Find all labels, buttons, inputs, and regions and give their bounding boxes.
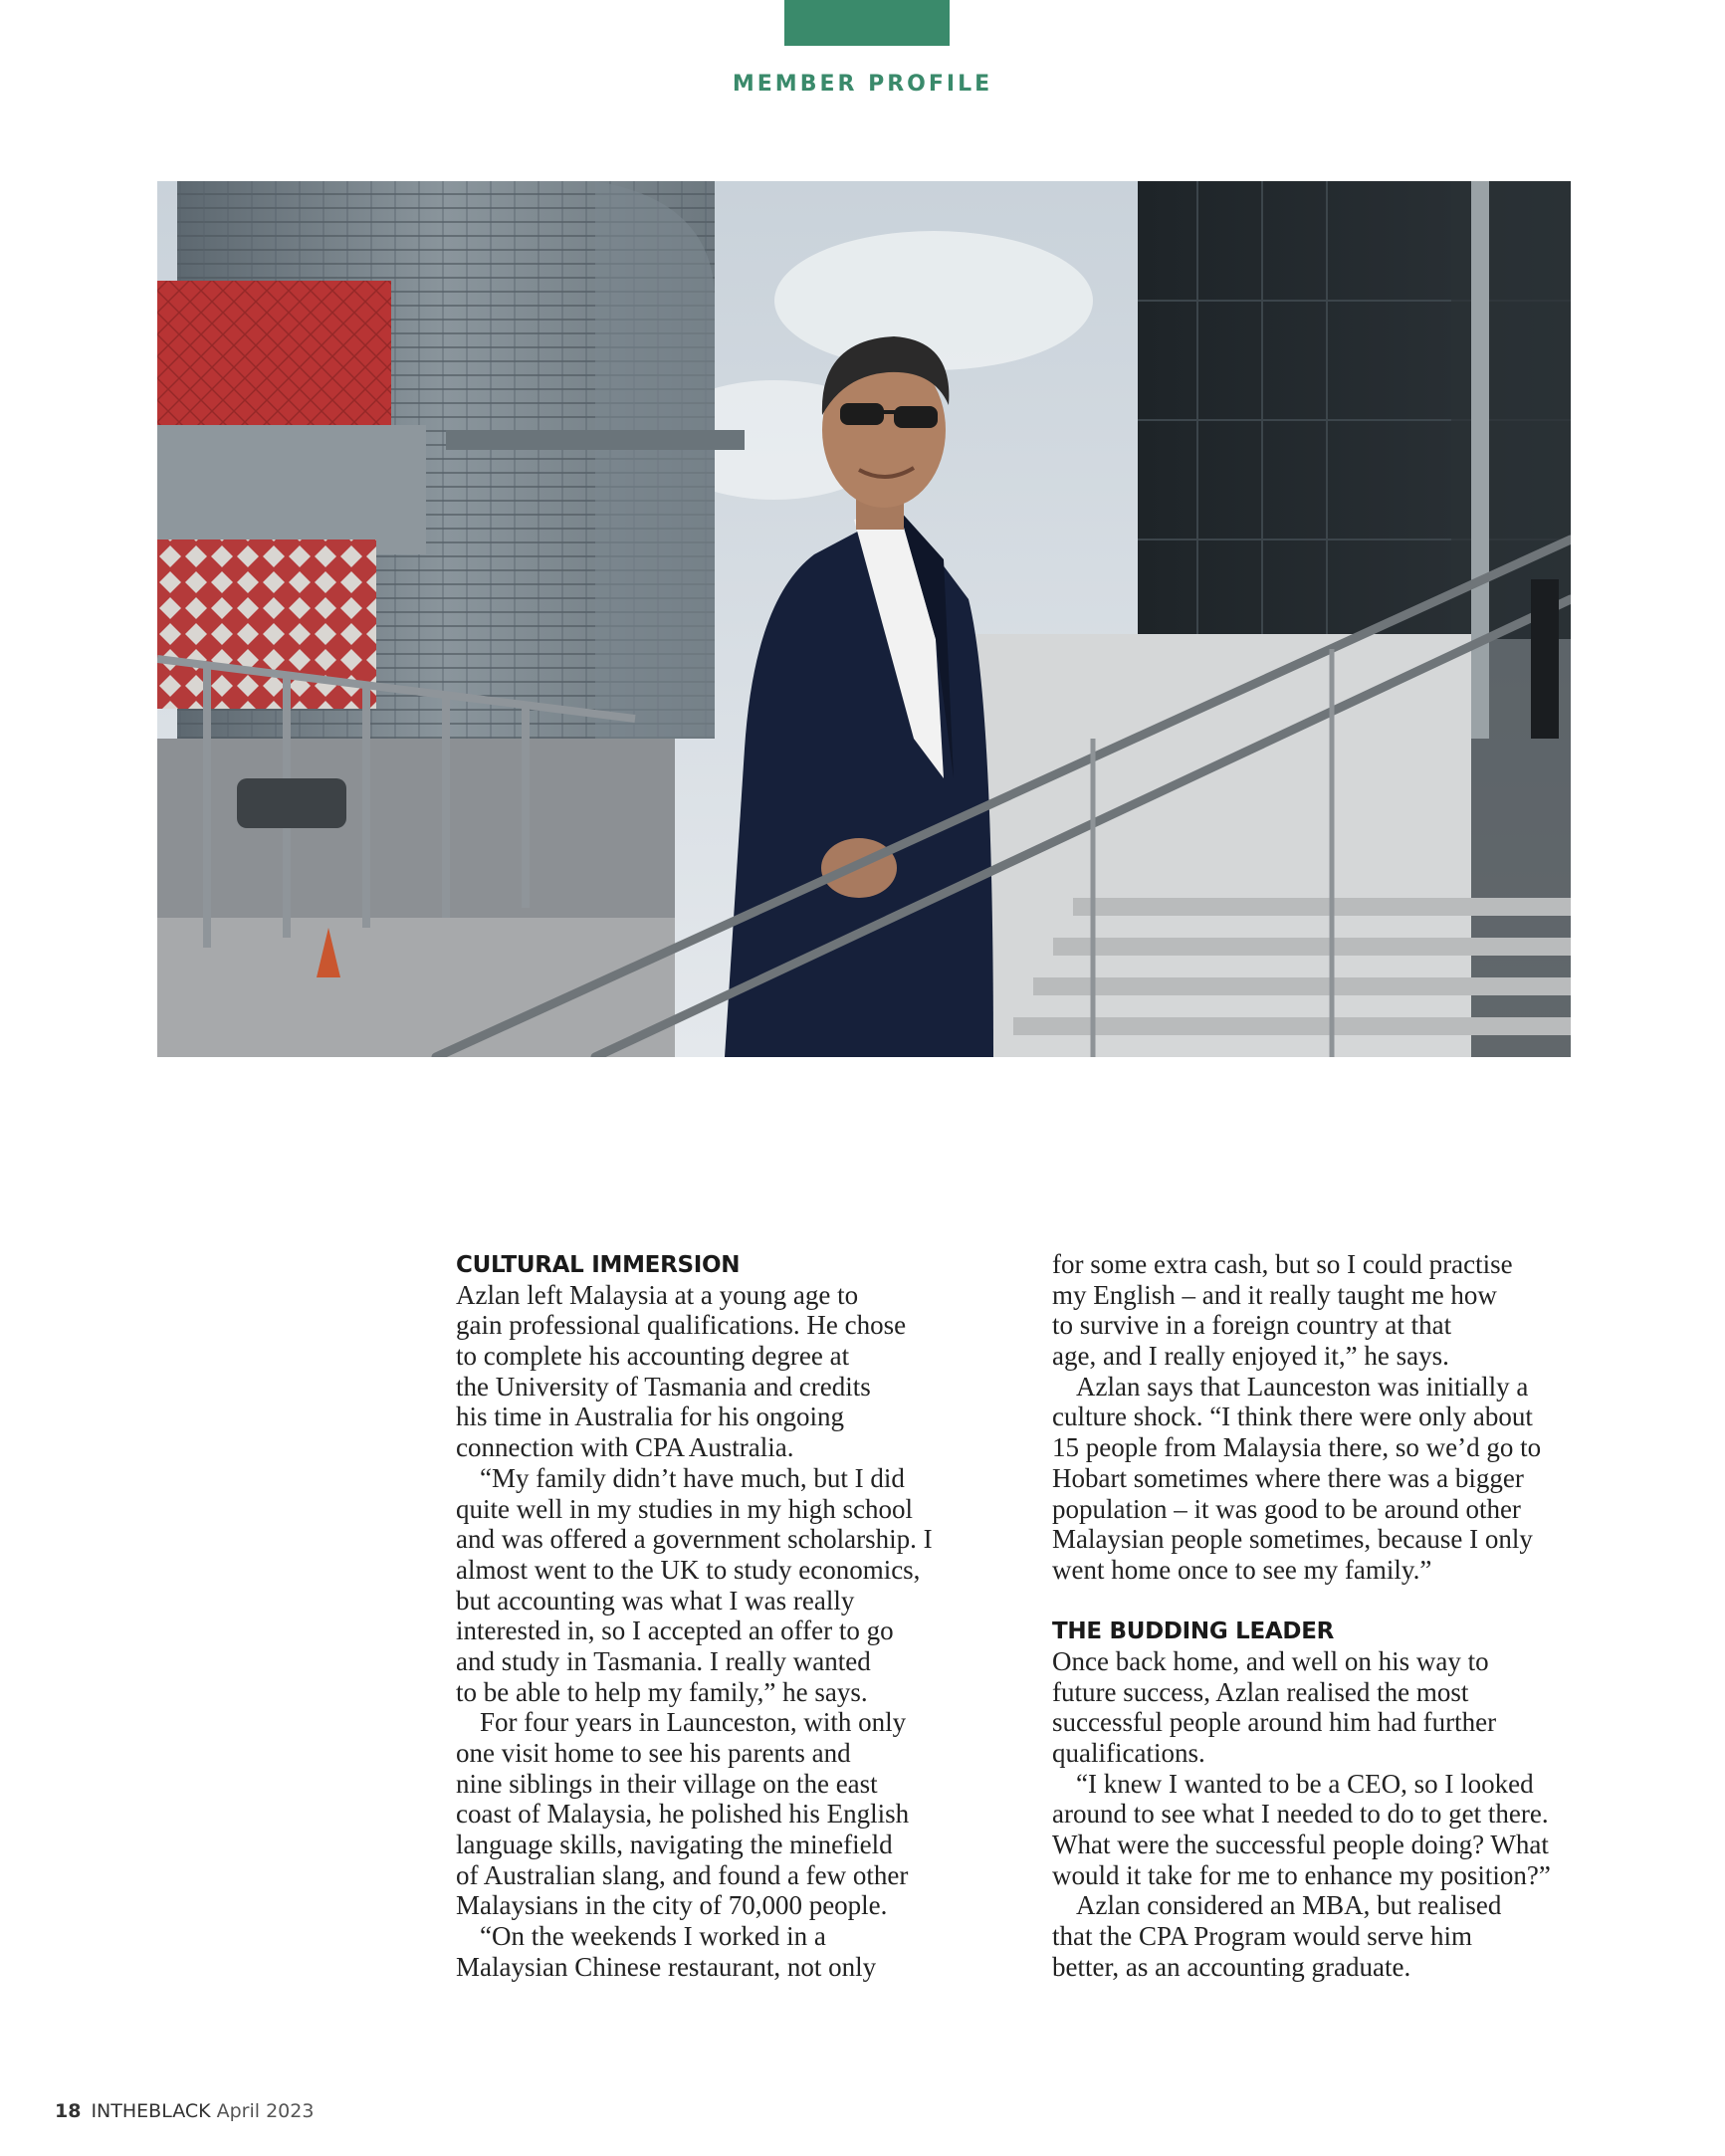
paragraph-start-line: Azlan says that Launceston was initially a <box>1076 1371 1529 1401</box>
body-text-line: would it take for me to enhance my position?” <box>1052 1859 1551 1890</box>
body-text-line: 15 people from Malaysia there, so we’d go to <box>1052 1432 1542 1463</box>
body-text-line: Once back home, and well on his way to <box>1052 1645 1489 1676</box>
body-text-line: population – it was good to be around other <box>1052 1493 1521 1524</box>
paragraph-start-line: “I knew I wanted to be a CEO, so I looked <box>1076 1768 1534 1799</box>
section-heading: THE BUDDING LEADER <box>1052 1618 1335 1645</box>
body-text-line: to survive in a foreign country at that <box>1052 1310 1452 1341</box>
article-column-right <box>1052 1249 1551 1983</box>
paragraph-start-line: Azlan considered an MBA, but realised <box>1076 1890 1502 1921</box>
body-text-line: almost went to the UK to study economics, <box>456 1554 921 1585</box>
body-text-line: one visit home to see his parents and <box>456 1738 851 1768</box>
body-text-line: went home once to see my family.” <box>1052 1554 1432 1585</box>
paragraph-start-line: “On the weekends I worked in a <box>480 1921 826 1952</box>
body-text-line: language skills, navigating the minefield <box>456 1830 893 1860</box>
body-text-line: Malaysian Chinese restaurant, not only <box>456 1951 877 1982</box>
issue-date: April 2023 <box>216 2100 315 2122</box>
section-label: MEMBER PROFILE <box>732 72 993 97</box>
body-text-line: connection with CPA Australia. <box>456 1432 794 1463</box>
body-text-line: the University of Tasmania and credits <box>456 1371 871 1401</box>
paragraph-start-line: “My family didn’t have much, but I did <box>480 1462 905 1493</box>
body-text-line: and was offered a government scholarship. I <box>456 1524 933 1555</box>
body-text-line: qualifications. <box>1052 1738 1205 1768</box>
body-text-line: my English – and it really taught me how <box>1052 1279 1497 1310</box>
body-text-line: Azlan left Malaysia at a young age to <box>456 1279 859 1310</box>
body-text-line: What were the successful people doing? What <box>1052 1830 1549 1860</box>
body-text-line: gain professional qualifications. He chose <box>456 1310 907 1341</box>
section-tab-bar <box>784 0 950 46</box>
profile-photo <box>157 181 1571 1057</box>
body-text-line: Malaysians in the city of 70,000 people. <box>456 1890 888 1921</box>
paragraph-start-line: For four years in Launceston, with only <box>480 1707 907 1738</box>
body-text-line: future success, Azlan realised the most <box>1052 1676 1469 1707</box>
body-text-line: interested in, so I accepted an offer to go <box>456 1616 894 1646</box>
body-text-line: culture shock. “I think there were only about <box>1052 1401 1533 1432</box>
body-text-line: better, as an accounting graduate. <box>1052 1951 1411 1982</box>
body-text-line: and study in Tasmania. I really wanted <box>456 1645 871 1676</box>
body-text-line: Hobart sometimes where there was a bigger <box>1052 1462 1524 1493</box>
body-text-line: to be able to help my family,” he says. <box>456 1676 868 1707</box>
body-text-line: quite well in my studies in my high school <box>456 1493 913 1524</box>
paragraph-gap <box>1052 1586 1551 1617</box>
body-text-line: to complete his accounting degree at <box>456 1341 850 1372</box>
page-number: 18 <box>55 2100 82 2122</box>
body-text-line: Malaysian people sometimes, because I only <box>1052 1524 1533 1555</box>
body-text-line: of Australian slang, and found a few other <box>456 1859 909 1890</box>
section-heading: CULTURAL IMMERSION <box>456 1252 741 1278</box>
body-text-line: but accounting was what I was really <box>456 1585 855 1616</box>
body-text-line: his time in Australia for his ongoing <box>456 1401 844 1432</box>
body-text-line: age, and I really enjoyed it,” he says. <box>1052 1341 1449 1372</box>
article-column-left <box>456 1249 933 1983</box>
page-footer <box>55 2100 314 2122</box>
magazine-name: INTHEBLACK <box>91 2100 211 2122</box>
body-text-line: for some extra cash, but so I could practise <box>1052 1249 1513 1279</box>
body-text-line: coast of Malaysia, he polished his English <box>456 1799 910 1830</box>
body-text-line: that the CPA Program would serve him <box>1052 1921 1472 1952</box>
body-text-line: successful people around him had further <box>1052 1707 1497 1738</box>
body-text-line: around to see what I needed to do to get there. <box>1052 1799 1549 1830</box>
body-text-line: nine siblings in their village on the east <box>456 1768 878 1799</box>
